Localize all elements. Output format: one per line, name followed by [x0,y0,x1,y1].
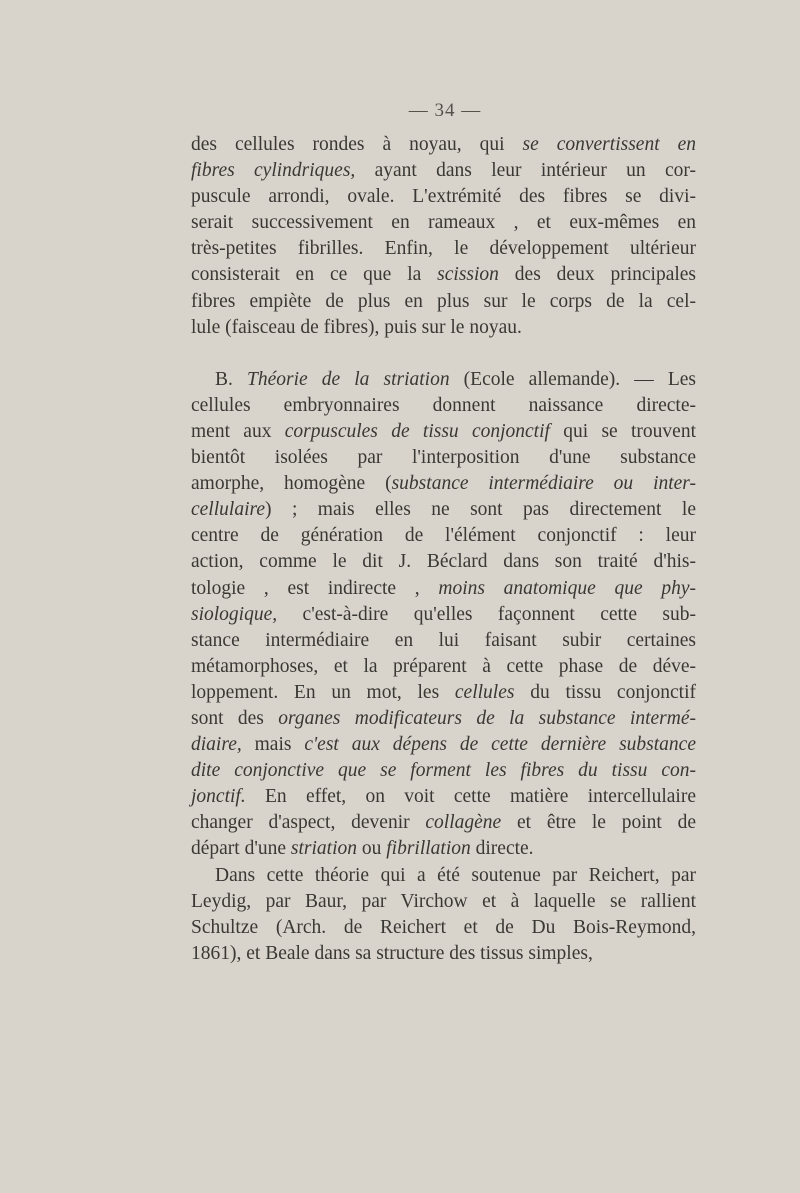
text-line [191,367,696,393]
italic-text: striation [290,838,357,860]
text-span: fibres empiète de plus en plus sur le corps de la cel- [191,290,696,312]
text-line [191,680,696,706]
text-line [191,654,696,680]
text-span: B. [215,368,247,390]
text-span: En effet, on voit cette matière intercellulaire [245,786,696,808]
text-line [191,602,696,628]
text-span: qui se trouvent [549,420,696,442]
italic-text: organes modificateurs de la substance intermé- [278,707,697,729]
text-span: bientôt isolées par l'interposition d'une substance [191,447,696,469]
italic-text: corpuscules de tissu conjonctif [284,420,550,442]
text-span: amorphe, homogène ( [191,473,392,495]
italic-text: c'est aux dépens de cette dernière substance [304,734,696,756]
text-span: cellules embryonnaires donnent naissance directe- [191,394,696,416]
italic-text: cellulaire [191,499,266,521]
text-span: 1861), et Beale dans sa structure des tissus simples, [191,942,593,964]
text-line [191,262,696,288]
text-span: Dans cette théorie qui a été soutenue par Reichert, par [215,864,696,886]
text-line [191,471,696,497]
text-span: changer d'aspect, devenir [191,812,426,834]
text-line [191,732,696,758]
text-line [191,549,696,575]
text-span: (Ecole allemande). — Les [449,368,696,390]
body-text [191,132,696,967]
text-line [191,523,696,549]
text-span: tologie , est indirecte , [191,577,439,599]
text-line [191,236,696,262]
text-span: Leydig, par Baur, par Virchow et à laquelle se rallient [191,890,696,912]
text-line [191,915,696,941]
italic-text: se convertissent en [522,134,696,155]
text-span: consisterait en ce que la [191,264,438,286]
text-line [191,576,696,602]
text-line [191,784,696,810]
text-span: du tissu conjonctif [514,681,696,703]
text-span: centre de génération de l'élément conjonctif : leur [191,525,696,547]
text-line [191,497,696,523]
text-span: ayant dans leur intérieur un cor- [355,160,696,182]
text-span: métamorphoses, et la préparent à cette phase de déve- [191,655,696,677]
text-line [191,393,696,419]
text-span: ou [357,838,387,860]
text-span: serait successivement en rameaux , et eux-mêmes en [191,212,696,234]
text-span: très-petites fibrilles. Enfin, le développement ultérieur [191,238,696,260]
text-span: directe. [470,838,534,860]
italic-text: scission [437,264,499,286]
text-span: action, comme le dit J. Béclard dans son traité d'his- [191,551,696,573]
text-line [191,758,696,784]
text-span: stance intermédiaire en lui faisant subir certaines [191,629,696,651]
text-line [191,836,696,862]
text-span: c'est-à-dire qu'elles façonnent cette sub- [277,603,696,625]
text-line [191,863,696,889]
text-line [191,628,696,654]
italic-text: moins anatomique que phy- [438,577,696,599]
text-span: loppement. En un mot, les [191,681,455,703]
italic-text: substance intermédiaire ou inter- [391,473,696,495]
text-span: ment aux [191,420,285,442]
text-span: et être le point de [501,812,697,834]
text-line [191,419,696,445]
text-line [191,706,696,732]
text-span: ) ; mais elles ne sont pas directement le [265,499,696,521]
text-span: des cellules rondes à noyau, qui [191,134,523,155]
text-line [191,210,696,236]
text-line [191,810,696,836]
paragraph-gap [191,341,696,367]
text-span: Schultze (Arch. de Reichert et de Du Bois-Reymond, [191,916,696,938]
page-number: — 34 — [408,100,482,121]
italic-text: Théorie de la striation [246,368,450,390]
italic-text: diaire, [191,734,242,756]
text-span: lule (faisceau de fibres), puis sur le noyau. [191,316,522,338]
text-line [191,941,696,967]
text-line [191,158,696,184]
text-line [191,184,696,210]
italic-text: siologique, [191,603,278,625]
text-line [191,132,696,158]
text-span: des deux principales [498,264,697,286]
italic-text: collagène [425,812,502,834]
italic-text: fibrillation [386,838,471,860]
text-span: départ d'une [191,838,291,860]
italic-text: fibres cylindriques, [191,160,356,182]
text-span: puscule arrondi, ovale. L'extrémité des fibres se divi- [191,186,696,208]
italic-text: cellules [454,681,515,703]
text-line [191,445,696,471]
text-line [191,289,696,315]
italic-text: dite conjonctive que se forment les fibres du tissu con- [191,760,696,782]
italic-text: jonctif. [191,786,246,808]
text-span: sont des [191,707,279,729]
text-line [191,889,696,915]
text-line [191,315,696,341]
text-span: mais [241,734,305,756]
